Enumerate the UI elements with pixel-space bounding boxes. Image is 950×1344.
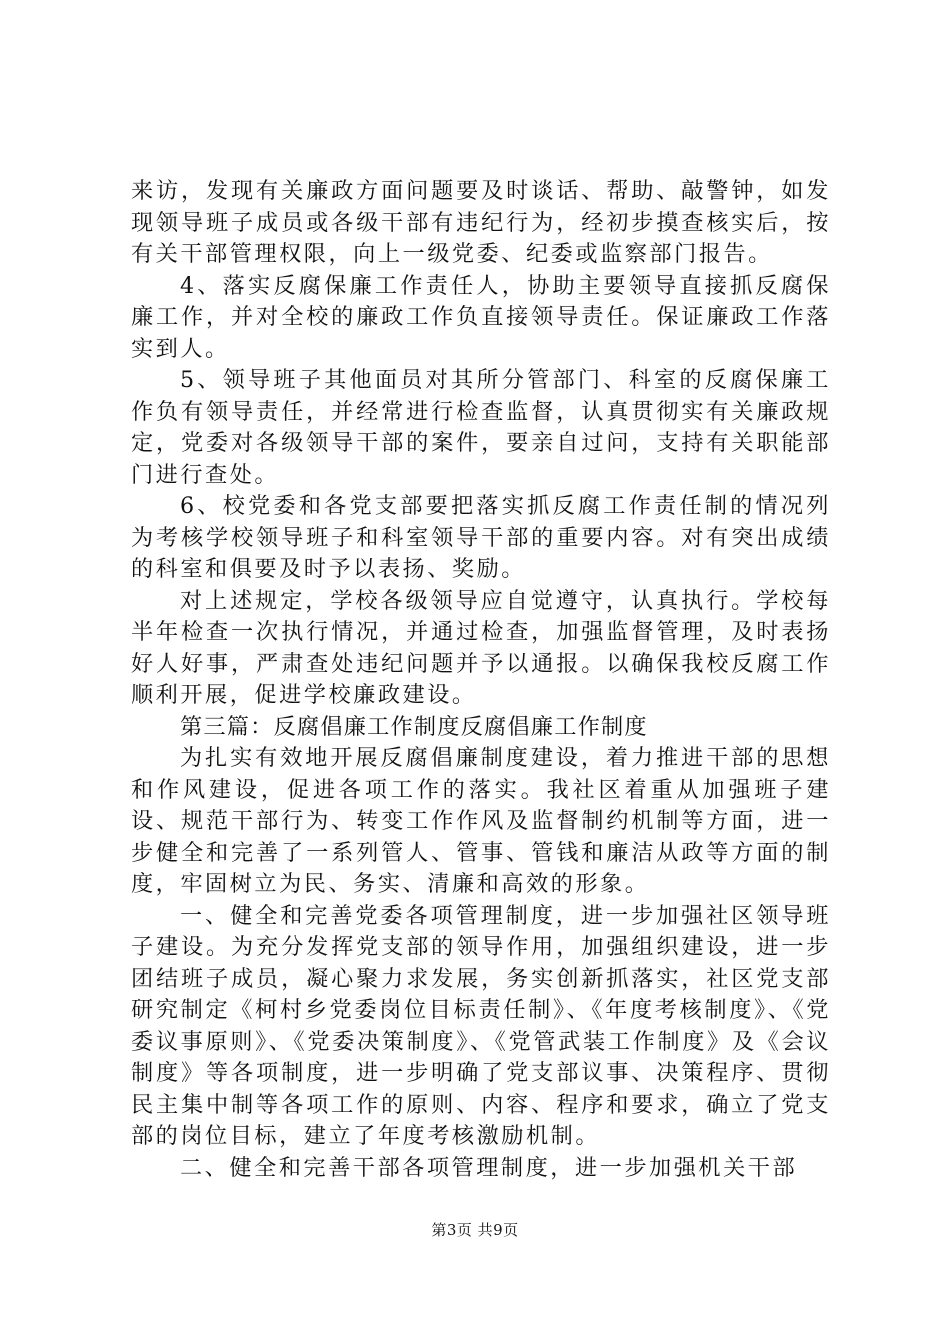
paragraph-continuation: 来访，发现有关廉政方面问题要及时谈话、帮助、敲警钟，如发现领导班子成员或各级干部有违纪行为，经初步摸查核实后，按有关干部管理权限，向上一级党委、纪委或监察部门报告。 — [131, 178, 831, 267]
section-heading: 第三篇：反腐倡廉工作制度反腐倡廉工作制度 — [180, 713, 648, 740]
paragraph-conclusion: 对上述规定，学校各级领导应自觉遵守，认真执行。学校每半年检查一次执行情况，并通过检查，加强监督管理，及时表扬好人好事，严肃查处违纪问题并予以通报。以确保我校反腐工作顺利开展，促进学校廉政建设。 — [131, 587, 831, 708]
document-body — [131, 176, 831, 1184]
paragraph-item-6: 6、校党委和各党支部要把落实抓反腐工作责任制的情况列为考核学校领导班子和科室领导干部的重要内容。对有突出成绩的科室和俱要及时予以表扬、奖励。 — [131, 493, 831, 582]
paragraph-section-1: 一、健全和完善党委各项管理制度，进一步加强社区领导班子建设。为充分发挥党支部的领导作用，加强组织建设，进一步团结班子成员，凝心聚力求发展，务实创新抓落实，社区党支部研究制定《柯村乡党委岗位目标责任制》、《年度考核制度》、《党委议事原则》、《党委决策制度》、《党管武装工作制度》及《会议制度》等各项制度，进一步明确了党支部议事、决策程序、贯彻民主集中制等各项工作的原则、内容、程序和要求，确立了党支部的岗位目标，建立了年度考核激励机制。 — [131, 902, 831, 1149]
paragraph-section-2: 二、健全和完善干部各项管理制度，进一步加强机关干部 — [180, 1154, 798, 1181]
paragraph-item-4: 4、落实反腐保廉工作责任人，协助主要领导直接抓反腐保廉工作，并对全校的廉政工作负直接领导责任。保证廉政工作落实到人。 — [131, 272, 831, 362]
paragraph-item-5: 5、领导班子其他面员对其所分管部门、科室的反腐保廉工作负有领导责任，并经常进行检查监督，认真贯彻实有关廉政规定，党委对各级领导干部的案件，要亲自过问，支持有关职能部门进行查处。 — [131, 367, 831, 488]
page-number-footer: 第3页 共9页 — [431, 1221, 519, 1239]
paragraph-intro: 为扎实有效地开展反腐倡廉制度建设，着力推进干部的思想和作风建设，促进各项工作的落实。我社区着重从加强班子建设、规范干部行为、转变工作作风及监督制约机制等方面，进一步健全和完善了一系列管人、管事、管钱和廉洁从政等方面的制度，牢固树立为民、务实、清廉和高效的形象。 — [131, 745, 831, 897]
